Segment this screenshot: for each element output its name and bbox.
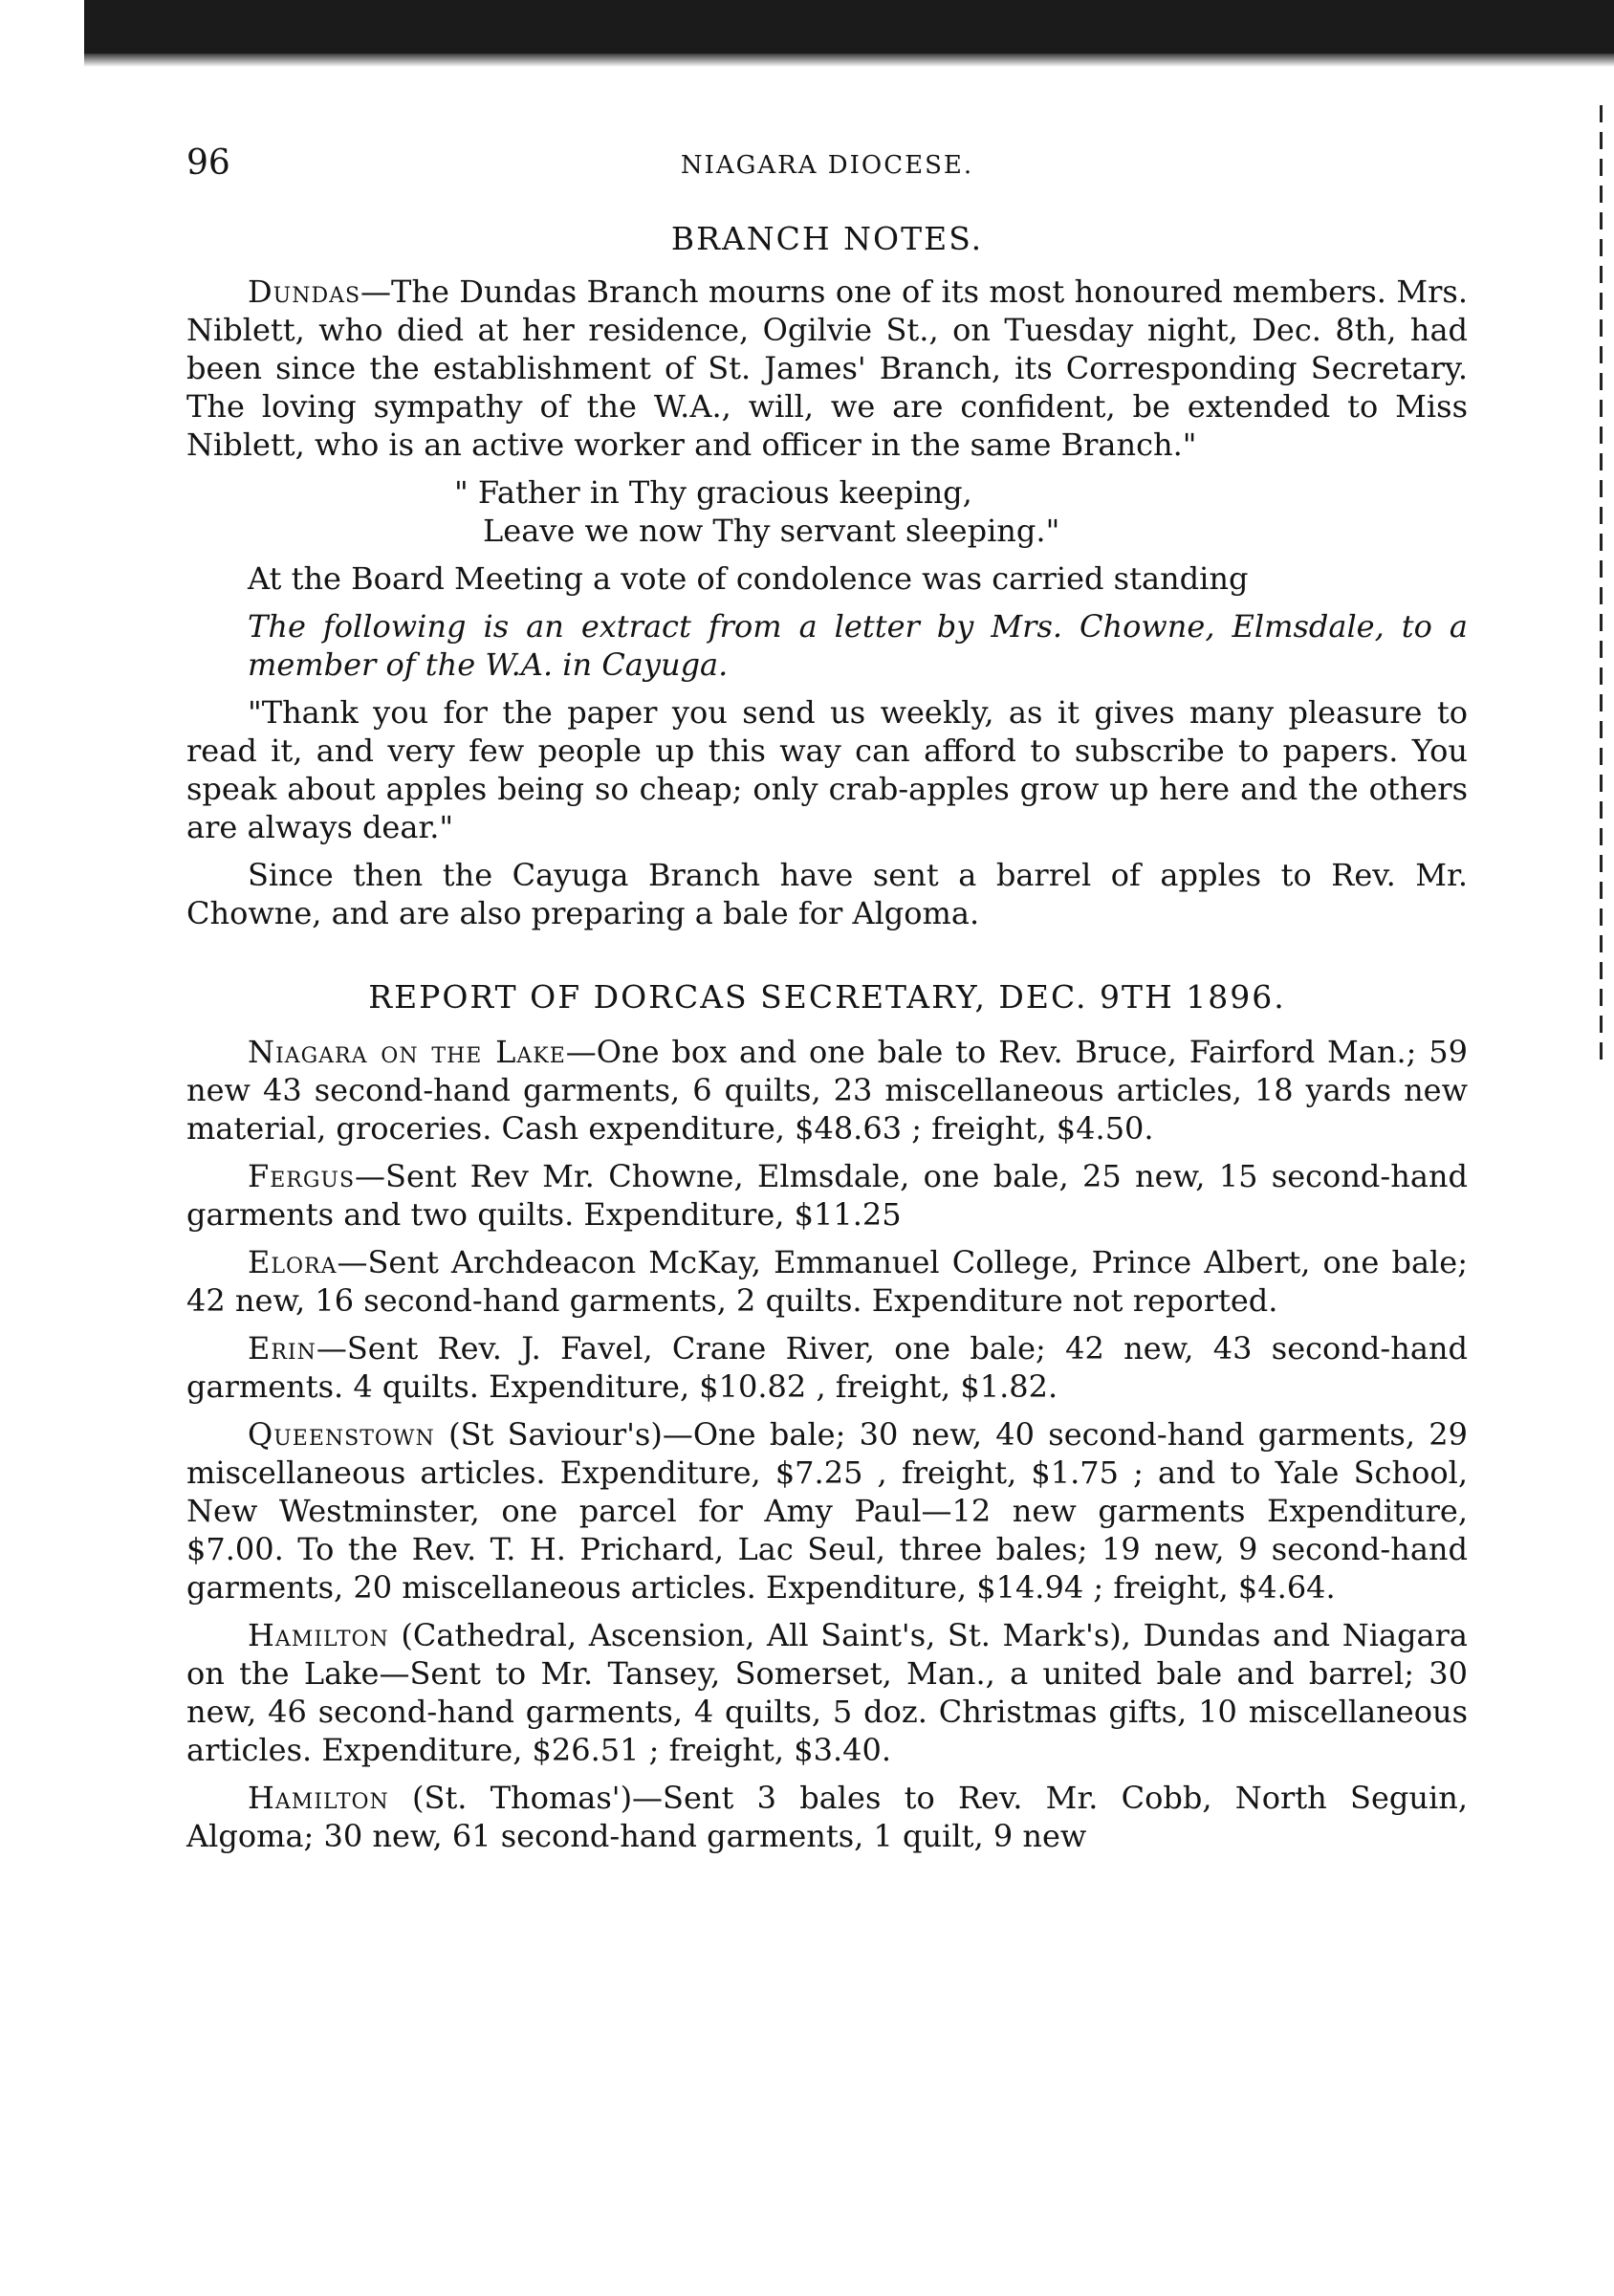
memorial-verse	[186, 473, 1468, 550]
entry-text: (Cathedral, Ascension, All Saint's, St. Mark's), Dundas and Niagara on the Lake—Sent to Mr. Tansey, Somerset, Man., a united bale and barrel; 30 new, 46 second-hand garments, 4 quilts, 5 doz. Christmas gifts, 10 miscellaneous articles. Expenditure, $26.51 ; freight, $3.40.	[186, 1617, 1468, 1768]
verse-line-1: " Father in Thy gracious keeping,	[454, 474, 972, 511]
book-page	[186, 143, 1468, 1865]
entry-place-name: Queenstown	[248, 1416, 435, 1453]
running-head: NIAGARA DIOCESE.	[680, 151, 974, 180]
scan-border-right	[1600, 105, 1603, 1061]
entry-place-name: Erin	[248, 1330, 316, 1367]
entry-text: (St Saviour's)—One bale; 30 new, 40 second-hand garments, 29 miscellaneous articles. Expenditure, $7.25 , freight, $1.75 ; and to Yale School, New Westminster, one parcel for Amy Paul—12 new garments Expenditure, $7.00. To the Rev. T. H. Prichard, Lac Seul, three bales; 19 new, 9 second-hand garments, 20 miscellaneous articles. Expenditure, $14.94 ; freight, $4.64.	[186, 1416, 1468, 1606]
dundas-paragraph	[186, 273, 1468, 464]
board-meeting-paragraph: At the Board Meeting a vote of condolence was carried standing	[248, 560, 1249, 597]
entry-place-name: Elora	[248, 1244, 338, 1280]
letter-paragraph: "Thank you for the paper you send us weekly, as it gives many pleasure to read it, and very few people up this way can afford to subscribe to papers. You speak about apples being so cheap; only crab-apples grow up here and the others are always dear."	[186, 694, 1468, 845]
branch-notes-title: BRANCH NOTES.	[670, 220, 984, 257]
report-entry	[186, 1033, 1468, 1148]
scan-border-shadow	[84, 54, 1614, 67]
report-entry	[186, 1243, 1468, 1320]
entry-text: (St. Thomas')—Sent 3 bales to Rev. Mr. Cobb, North Seguin, Algoma; 30 new, 61 second-hand garments, 1 quilt, 9 new	[186, 1780, 1468, 1854]
report-entry	[186, 1779, 1468, 1855]
entry-place-name: Niagara on the Lake	[248, 1034, 566, 1070]
report-entry	[186, 1616, 1468, 1769]
dundas-text: —The Dundas Branch mourns one of its most honoured members. Mrs. Niblett, who died at her residence, Ogilvie St., on Tuesday night, Dec. 8th, had been since the establishment of St. James' Branch, its Corresponding Secretary. The loving sympathy of the W.A., will, we are confident, be extended to Miss Niblett, who is an active worker and officer in the same Branch."	[186, 273, 1468, 463]
report-entry	[186, 1329, 1468, 1406]
dundas-place-name: Dundas	[248, 273, 361, 310]
report-entry	[186, 1157, 1468, 1234]
verse-line-2: Leave we now Thy servant sleeping."	[483, 513, 1060, 549]
entry-text: —Sent Rev. J. Favel, Crane River, one bale; 42 new, 43 second-hand garments. 4 quilts. Expenditure, $10.82 , freight, $1.82.	[186, 1330, 1468, 1405]
scan-border-top	[84, 0, 1614, 54]
extract-intro: The following is an extract from a letter by Mrs. Chowne, Elmsdale, to a member of the W.A. in Cayuga.	[248, 608, 1468, 683]
entry-place-name: Fergus	[248, 1158, 356, 1194]
dorcas-report-title: REPORT OF DORCAS SECRETARY, DEC. 9TH 1896.	[368, 978, 1286, 1016]
entry-text: —Sent Archdeacon McKay, Emmanuel College, Prince Albert, one bale; 42 new, 16 second-hand garments, 2 quilts. Expenditure not reported.	[186, 1244, 1468, 1319]
entry-text: —One box and one bale to Rev. Bruce, Fairford Man.; 59 new 43 second-hand garments, 6 quilts, 23 miscellaneous articles, 18 yards new material, groceries. Cash expenditure, $48.63 ; freight, $4.50.	[186, 1034, 1468, 1147]
entry-text: —Sent Rev Mr. Chowne, Elmsdale, one bale, 25 new, 15 second-hand garments and two quilts. Expenditure, $11.25	[186, 1158, 1468, 1233]
since-then-paragraph: Since then the Cayuga Branch have sent a barrel of apples to Rev. Mr. Chowne, and are also preparing a bale for Algoma.	[186, 857, 1468, 931]
entry-place-name: Hamilton	[248, 1780, 389, 1816]
report-entry	[186, 1415, 1468, 1607]
page-number: 96	[186, 143, 230, 183]
entry-place-name: Hamilton	[248, 1617, 389, 1653]
page-header	[186, 143, 1468, 201]
